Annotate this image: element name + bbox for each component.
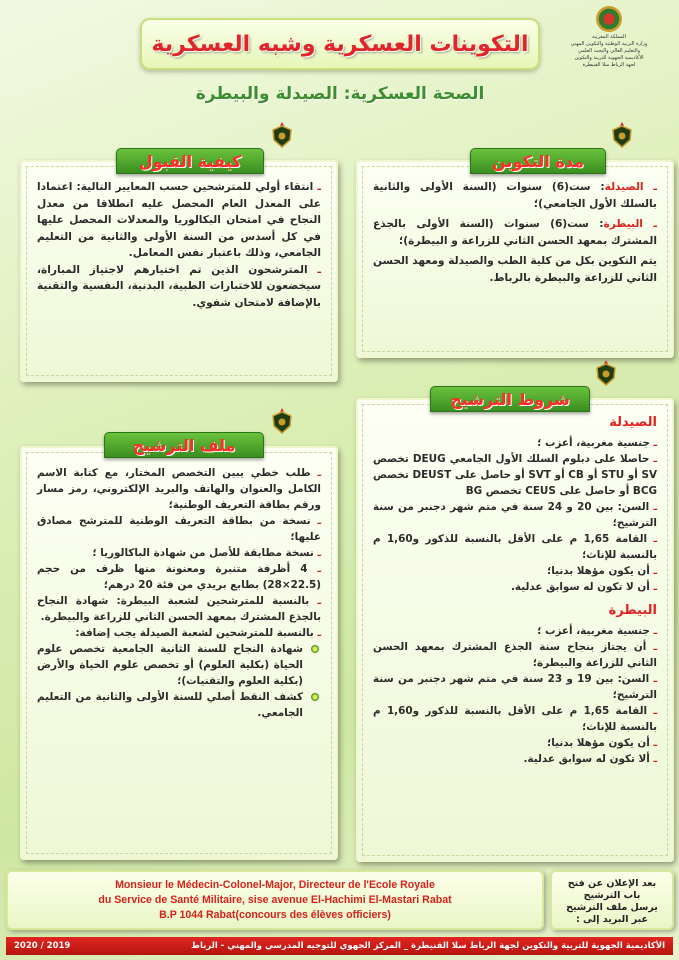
condition-item: ـ السن: بين 19 و 23 سنة في متم شهر دجنبر من سنة الترشيح؛ bbox=[373, 673, 657, 701]
condition-item: ـ القامة 1,65 م على الأقل بالنسبة للذكور و1,60 م بالنسبة للإناث؛ bbox=[373, 705, 657, 733]
send-line: باب الترشيح bbox=[583, 890, 641, 901]
application-file-panel bbox=[20, 446, 338, 860]
training-duration-tab bbox=[470, 148, 606, 174]
admission-panel bbox=[20, 160, 338, 382]
admission-item-text: المترشحون الذين تم اختيارهم لاجتياز المباراة، سيخضعون للاختبارات الطبية، البدنية، النفسية والتقنية بالإضافة لامتحان شفوي. bbox=[37, 263, 321, 309]
condition-item: ـ القامة 1,65 م على الأقل بالنسبة للذكور و1,60 م بالنسبة للإناث؛ bbox=[373, 533, 657, 561]
condition-item: ـ أن يجتاز بنجاح سنة الجذع المشترك بمعهد الحسن الثاني للزراعة والبيطرة؛ bbox=[373, 641, 657, 669]
file-item-text: نسخة من بطاقة التعريف الوطنية للمترشح مصادق عليها؛ bbox=[37, 515, 321, 543]
application-file-tab bbox=[104, 432, 264, 458]
ministry-logo-block bbox=[545, 6, 673, 118]
condition-text: القامة 1,65 م على الأقل بالنسبة للذكور و1,60 م بالنسبة للإناث؛ bbox=[373, 705, 657, 733]
pharmacy-label: الصيدلة bbox=[604, 181, 644, 193]
footer-year: 2020 / 2019 bbox=[14, 941, 71, 951]
pharmacy-extra-doc: كشف النقط أصلي للسنة الأولى والثانية من التعليم الجامعي. bbox=[37, 689, 321, 721]
footer-bar-text: الأكاديمية الجهوية للتربية والتكوين لجهة الرباط سلا القنيطرة _ المركز الجهوي للتوجيه المدرسي والمهني - الرباط bbox=[191, 941, 665, 951]
send-instruction-box bbox=[550, 870, 674, 930]
file-item-text: بالنسبة للمترشحين لشعبة البيطرة: شهادة النجاح بالجذع المشترك بمعهد الحسن الثاني للزراعة والبيطرة. bbox=[37, 595, 321, 623]
pharmacy-extra-doc: شهادة النجاح للسنة الثانية الجامعية تخصص علوم الحياة (بكلية العلوم) أو تخصص علوم الحياة والأرض (بكلية العلوم والتقنيات)؛ bbox=[37, 641, 321, 689]
send-line: يرسل ملف الترشيح bbox=[566, 902, 658, 913]
condition-item: ـ أن يكون مؤهلا بدنيا؛ bbox=[547, 565, 657, 577]
application-file-title: ملف الترشيح bbox=[132, 435, 236, 455]
training-location-note: يتم التكوين بكل من كلية الطب والصيدلة ومعهد الحسن الثاني للزراعة والبيطرة بالرباط. bbox=[373, 255, 657, 284]
condition-text: أن يكون مؤهلا بدنيا؛ bbox=[547, 737, 650, 749]
address-line: B.P 1044 Rabat(concours des élèves officiers) bbox=[159, 909, 391, 921]
condition-text: جنسية مغربية، أعزب ؛ bbox=[537, 437, 650, 449]
file-item-text: طلب خطي يبين التخصص المختار، مع كتابة الاسم الكامل والعنوان والهاتف والبريد الإلكتروني، رمز مسار ورقم بطاقة التعريف الوطنية؛ bbox=[37, 467, 321, 511]
admission-item: ـ انتقاء أولي للمترشحين حسب المعايير التالية: اعتمادا على المعدل العام المحصل عليه انطلاقا من معدل النجاح في امتحان البكالوريا والمعدلات المحصل عليها في كل أسدس من السنة الأولى والثانية من التعليم الجامعي، وذلك باعتبار نفس المعامل. bbox=[37, 181, 321, 259]
address-line: du Service de Santé Militaire, sise avenue El-Hachimi El-Mastari Rabat bbox=[98, 894, 452, 906]
condition-item: ـ السن: بين 20 و 24 سنة في متم شهر دجنبر من سنة الترشيح؛ bbox=[373, 501, 657, 529]
condition-text: السن: بين 19 و 23 سنة في متم شهر دجنبر من سنة الترشيح؛ bbox=[373, 673, 657, 701]
vet-duration: ـ البيطرة: ست(6) سنوات (السنة الأولى بالجذع المشترك بمعهد الحسن الثاني للزراعة و البيطرة)؛ bbox=[373, 218, 657, 247]
footer-bar bbox=[6, 937, 673, 955]
military-emblem-icon bbox=[612, 122, 632, 148]
training-duration-panel bbox=[356, 160, 674, 358]
ministry-line: المملكة المغربية bbox=[592, 34, 626, 40]
address-line: Monsieur le Médecin-Colonel-Major, Directeur de l'Ecole Royale bbox=[115, 879, 435, 891]
pharmacy-duration-text: : ست(6) سنوات (السنة الأولى والثانية بالسلك الأول الجامعي)؛ bbox=[373, 181, 657, 210]
file-item-text: 4 أظرفة متنبرة ومعنونة منها ظرف من حجم (22.5×28) بطابع بريدي من فئة 20 درهم؛ bbox=[37, 563, 321, 591]
admission-item-text: انتقاء أولي للمترشحين حسب المعايير التالية: اعتمادا على المعدل العام المحصل عليه انطلاقا من معدل النجاح في امتحان البكالوريا والمعدلات المحصل عليها في كل أسدس من السنة الأولى والثانية من التعليم الجامعي، وذلك باعتبار نفس المعامل. bbox=[37, 181, 321, 259]
page-subtitle: الصحة العسكرية: الصيدلة والبيطرة bbox=[195, 84, 485, 104]
file-item: ـ بالنسبة للمترشحين لشعبة الصيدلة يجب إضافة: bbox=[75, 627, 321, 639]
admission-title: كيفية القبول bbox=[138, 151, 242, 171]
send-line: عبر البريد إلى : bbox=[575, 914, 649, 925]
vet-duration-text: : ست(6) سنوات (السنة الأولى بالجذع المشترك بمعهد الحسن الثاني للزراعة و البيطرة)؛ bbox=[373, 218, 657, 247]
file-item: ـ نسخة مطابقة للأصل من شهادة الباكالوريا ؛ bbox=[92, 547, 321, 559]
send-line: بعد الإعلان عن فتح bbox=[567, 878, 657, 889]
admission-tab bbox=[116, 148, 264, 174]
condition-text: أن يكون مؤهلا بدنيا؛ bbox=[547, 565, 650, 577]
condition-item: ـ أن يكون مؤهلا بدنيا؛ bbox=[547, 737, 657, 749]
page-title: التكوينات العسكرية وشبه العسكرية bbox=[151, 31, 529, 57]
file-item: ـ طلب خطي يبين التخصص المختار، مع كتابة الاسم الكامل والعنوان والهاتف والبريد الإلكتروني، رمز مسار ورقم بطاقة التعريف الوطنية؛ bbox=[37, 467, 322, 511]
address-box bbox=[6, 870, 544, 930]
condition-text: السن: بين 20 و 24 سنة في متم شهر دجنبر من سنة الترشيح؛ bbox=[373, 501, 657, 529]
vet-subheading: البيطرة bbox=[608, 603, 657, 618]
condition-text: أن لا تكون له سوابق عدلية. bbox=[510, 581, 650, 593]
header-title-box bbox=[140, 18, 540, 70]
ministry-line: الأكاديمية الجهوية للتربية والتكوين bbox=[574, 55, 644, 61]
ministry-line: وزارة التربية الوطنية والتكوين المهني bbox=[570, 41, 648, 47]
vet-label: البيطرة bbox=[603, 218, 643, 230]
pharmacy-duration: ـ الصيدلة: ست(6) سنوات (السنة الأولى والثانية بالسلك الأول الجامعي)؛ bbox=[373, 181, 657, 210]
condition-text: ألا تكون له سوابق عدلية. bbox=[523, 753, 650, 765]
military-emblem-icon bbox=[596, 360, 616, 386]
file-item: ـ نسخة من بطاقة التعريف الوطنية للمترشح مصادق عليها؛ bbox=[37, 515, 322, 543]
military-emblem-icon bbox=[272, 408, 292, 434]
military-emblem-icon bbox=[272, 122, 292, 148]
file-item-text: بالنسبة للمترشحين لشعبة الصيدلة يجب إضافة: bbox=[75, 627, 314, 639]
ministry-line: والتعليم العالي والبحث العلمي bbox=[577, 48, 641, 54]
ministry-line: لجهة الرباط سلا القنيطرة bbox=[582, 62, 636, 68]
conditions-title: شروط الترشيح bbox=[450, 389, 570, 409]
condition-item: ـ أن لا تكون له سوابق عدلية. bbox=[510, 581, 657, 593]
condition-text: أن يجتاز بنجاح سنة الجذع المشترك بمعهد الحسن الثاني للزراعة والبيطرة؛ bbox=[373, 641, 657, 669]
file-item-text: نسخة مطابقة للأصل من شهادة الباكالوريا ؛ bbox=[92, 547, 314, 559]
condition-item: ـ جنسية مغربية، أعزب ؛ bbox=[537, 437, 657, 449]
admission-item: ـ المترشحون الذين تم اختيارهم لاجتياز المباراة، سيخضعون للاختبارات الطبية، البدنية، النفسية والتقنية بالإضافة لامتحان شفوي. bbox=[37, 263, 321, 309]
condition-item: ـ حاصلا على دبلوم السلك الأول الجامعي DEUG تخصص SV أو STU أو CB أو SVT أو حاصل على DEUST تخصص BCG أو حاصل على CEUS تخصص BG bbox=[373, 453, 658, 497]
conditions-tab bbox=[430, 386, 590, 412]
pharmacy-subheading: الصيدلة bbox=[609, 415, 657, 430]
condition-text: حاصلا على دبلوم السلك الأول الجامعي DEUG تخصص SV أو STU أو CB أو SVT أو حاصل على DEUST تخصص BCG أو حاصل على CEUS تخصص BG bbox=[373, 453, 657, 497]
file-item: ـ بالنسبة للمترشحين لشعبة البيطرة: شهادة النجاح بالجذع المشترك بمعهد الحسن الثاني للزراعة والبيطرة. bbox=[37, 595, 321, 623]
condition-text: القامة 1,65 م على الأقل بالنسبة للذكور و1,60 م بالنسبة للإناث؛ bbox=[373, 533, 657, 561]
file-item: ـ 4 أظرفة متنبرة ومعنونة منها ظرف من حجم (22.5×28) بطابع بريدي من فئة 20 درهم؛ bbox=[37, 563, 321, 591]
royal-crest-icon bbox=[596, 6, 622, 32]
conditions-panel bbox=[356, 398, 674, 862]
condition-item: ـ ألا تكون له سوابق عدلية. bbox=[523, 753, 657, 765]
condition-item: ـ جنسية مغربية، أعزب ؛ bbox=[537, 625, 657, 637]
condition-text: جنسية مغربية، أعزب ؛ bbox=[537, 625, 650, 637]
training-duration-title: مدة التكوين bbox=[492, 151, 584, 171]
